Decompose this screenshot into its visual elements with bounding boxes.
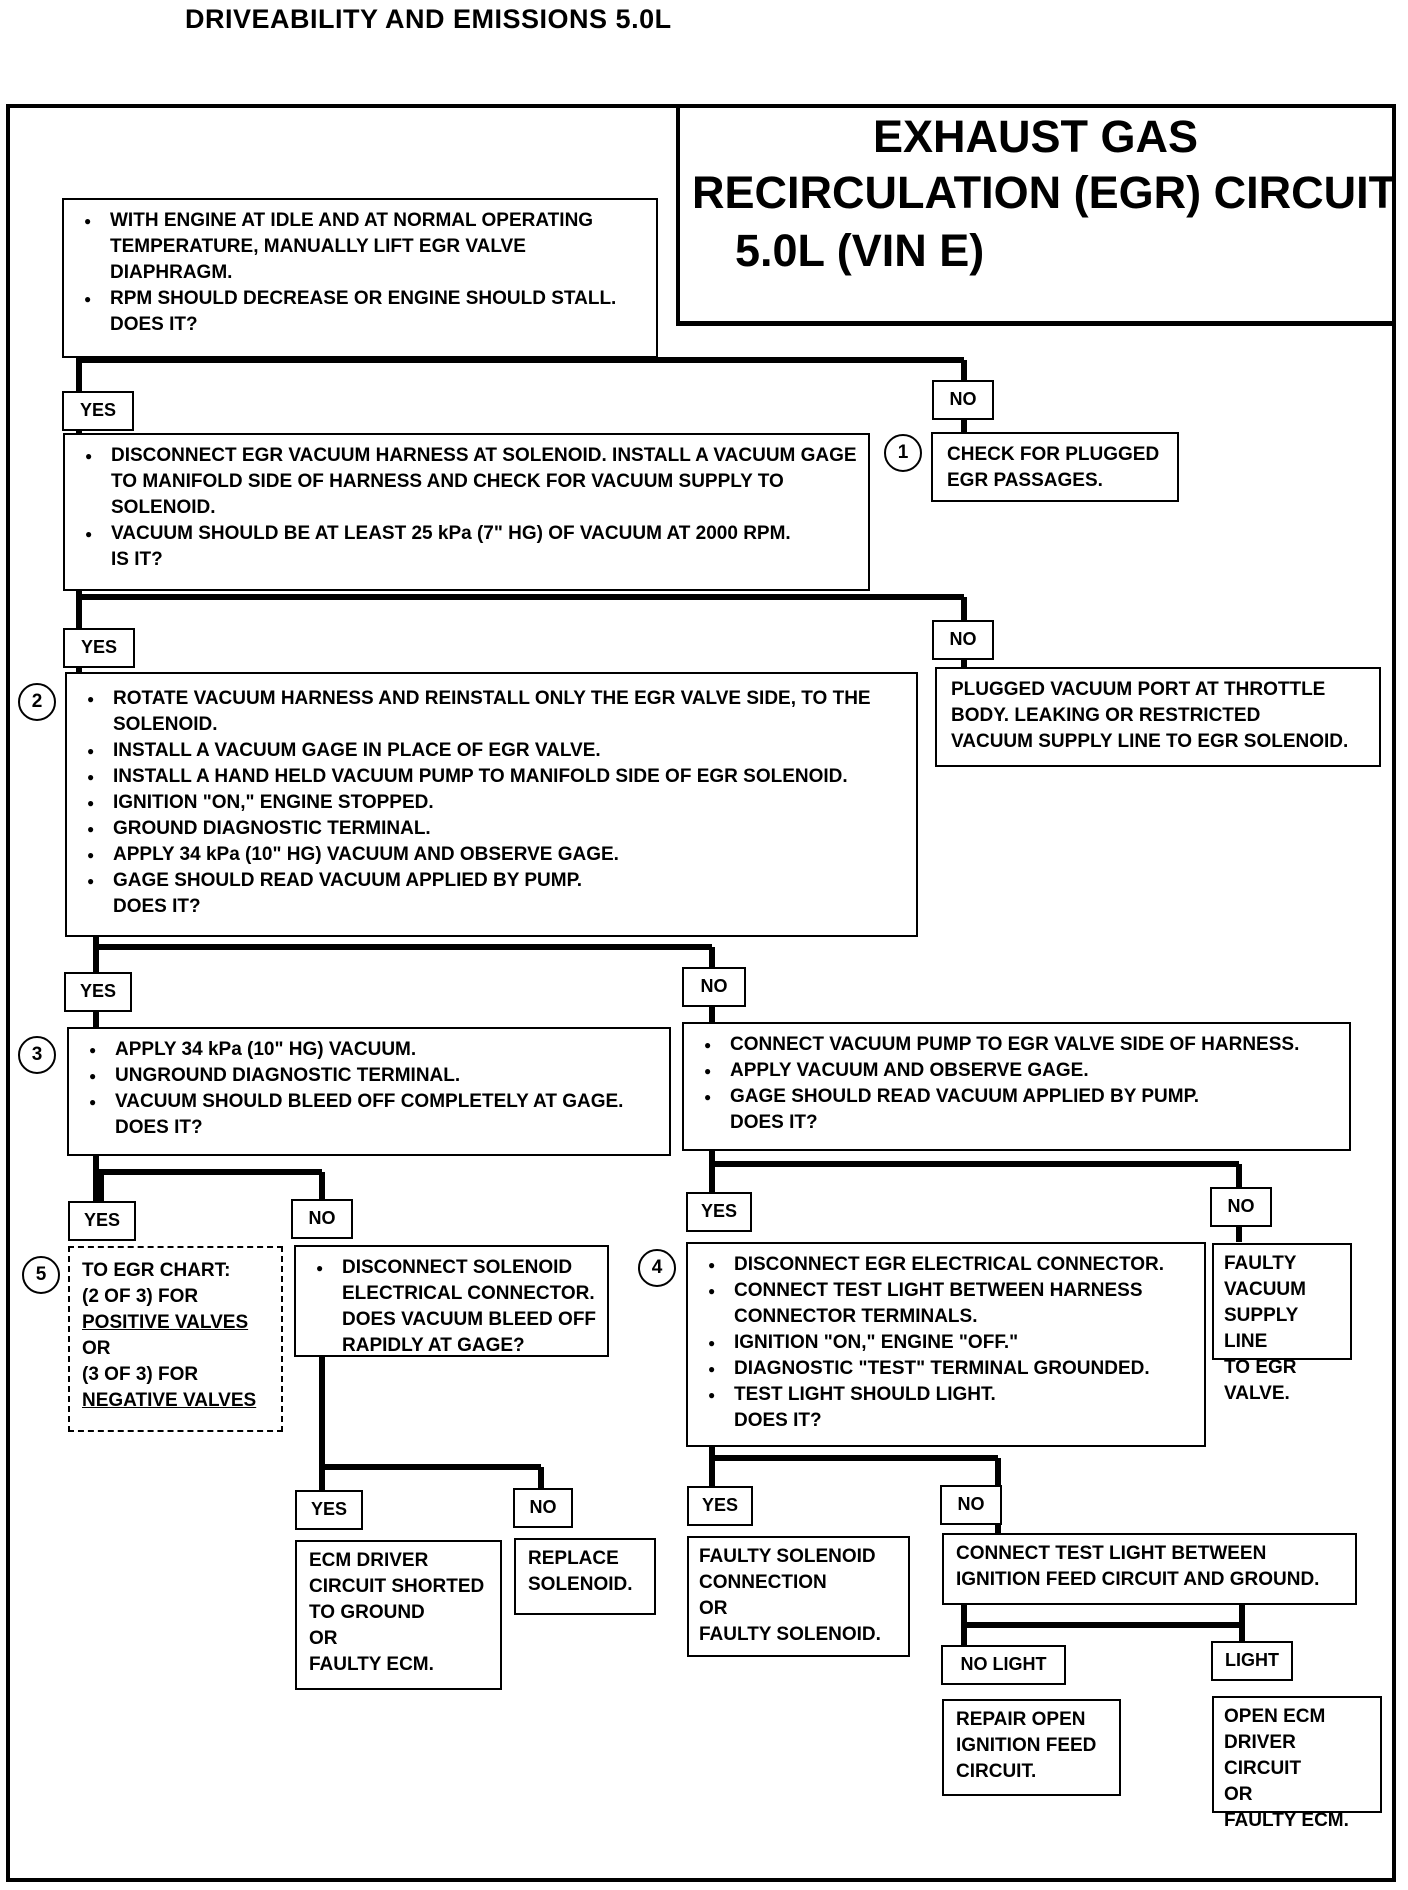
vacuum-supply-bullet-1: ● DISCONNECT EGR VACUUM HARNESS AT SOLENOID. INSTALL A VACUUM GAGE TO MANIFOLD SIDE OF HARNESS AND CHECK FOR VACUUM SUPPLY TO SOLENOID. — [79, 443, 858, 521]
step-2-bullet-3: ● INSTALL A HAND HELD VACUUM PUMP TO MANIFOLD SIDE OF EGR SOLENOID. — [81, 764, 906, 790]
disconnect-solenoid-bullet-1: ● DISCONNECT SOLENOID ELECTRICAL CONNECTOR. DOES VACUUM BLEED OFF RAPIDLY AT GAGE? — [310, 1255, 597, 1359]
pump-valve-side-question: DOES IT? — [730, 1112, 818, 1133]
egr-chart-line-1: TO EGR CHART: — [82, 1260, 231, 1281]
faulty-solenoid-text: FAULTY SOLENOID CONNECTION OR FAULTY SOLENOID. — [699, 1546, 881, 1645]
step-3-yes-label: YES — [68, 1201, 136, 1241]
repair-open-ignition-feed-text: REPAIR OPEN IGNITION FEED CIRCUIT. — [956, 1709, 1097, 1782]
pump-valve-side-yes-label: YES — [686, 1192, 752, 1232]
step-4-bullet-3: ● IGNITION "ON," ENGINE "OFF." — [702, 1330, 1194, 1356]
step-2-bullet-4: ● IGNITION "ON," ENGINE STOPPED. — [81, 790, 906, 816]
faulty-vacuum-supply-line-text: FAULTY VACUUM SUPPLY LINE TO EGR VALVE. — [1224, 1253, 1306, 1404]
repair-open-ignition-feed-box — [942, 1699, 1121, 1796]
egr-chart-positive-valves: POSITIVE VALVES — [82, 1312, 249, 1333]
ignition-feed-test-text: CONNECT TEST LIGHT BETWEEN IGNITION FEED CIRCUIT AND GROUND. — [956, 1543, 1320, 1590]
step-3-bullet-2: ● UNGROUND DIAGNOSTIC TERMINAL. — [83, 1063, 659, 1089]
start-question: DOES IT? — [110, 314, 198, 335]
step-3-box — [67, 1027, 671, 1156]
step-4-bullet-5: ● TEST LIGHT SHOULD LIGHT. — [702, 1382, 1194, 1408]
start-yes-label: YES — [62, 391, 134, 431]
replace-solenoid-text: REPLACE SOLENOID. — [528, 1548, 633, 1595]
egr-chart-line-5: (3 OF 3) FOR — [82, 1364, 199, 1385]
step-2-box — [65, 672, 918, 937]
step-4-bullet-2: ● CONNECT TEST LIGHT BETWEEN HARNESS CONNECTOR TERMINALS. — [702, 1278, 1194, 1330]
open-ecm-driver-circuit-text: OPEN ECM DRIVER CIRCUIT OR FAULTY ECM. — [1224, 1706, 1349, 1831]
step-2-bullet-6: ● APPLY 34 kPa (10" HG) VACUUM AND OBSERVE GAGE. — [81, 842, 906, 868]
step-4-box — [686, 1242, 1206, 1447]
faulty-vacuum-supply-line-box — [1212, 1243, 1352, 1404]
step-4-bullet-1: ● DISCONNECT EGR ELECTRICAL CONNECTOR. — [702, 1252, 1194, 1278]
egr-chart-negative-valves: NEGATIVE VALVES — [82, 1390, 257, 1411]
pump-valve-side-bullet-3: ● GAGE SHOULD READ VACUUM APPLIED BY PUMP. — [698, 1084, 1339, 1110]
egr-chart-line-2: (2 OF 3) FOR — [82, 1286, 199, 1307]
step-3-question: DOES IT? — [115, 1117, 203, 1138]
title-line-2: RECIRCULATION (EGR) CIRCUIT — [692, 167, 1397, 218]
plugged-egr-passages-box — [931, 432, 1179, 502]
step-number-1: 1 — [884, 434, 922, 472]
ecm-driver-shorted-text: ECM DRIVER CIRCUIT SHORTED TO GROUND OR FAULTY ECM. — [309, 1550, 485, 1675]
plugged-vacuum-port-text: PLUGGED VACUUM PORT AT THROTTLE BODY. LEAKING OR RESTRICTED VACUUM SUPPLY LINE TO EGR SOLENOID. — [951, 679, 1349, 752]
pump-valve-side-bullet-1: ● CONNECT VACUUM PUMP TO EGR VALVE SIDE OF HARNESS. — [698, 1032, 1339, 1058]
step-2-question: DOES IT? — [113, 896, 201, 917]
pump-valve-side-bullet-2: ● APPLY VACUUM AND OBSERVE GAGE. — [698, 1058, 1339, 1084]
plugged-vacuum-port-box — [935, 667, 1381, 767]
no-light-label: NO LIGHT — [941, 1645, 1066, 1685]
title-line-3: 5.0L (VIN E) — [735, 225, 985, 276]
step-2-bullet-7: ● GAGE SHOULD READ VACUUM APPLIED BY PUMP. — [81, 868, 906, 894]
step-number-5: 5 — [22, 1256, 60, 1294]
step-number-2: 2 — [18, 683, 56, 721]
step-number-3: 3 — [18, 1036, 56, 1074]
start-no-label: NO — [932, 380, 994, 420]
replace-solenoid-box — [514, 1538, 656, 1615]
step-4-no-label: NO — [940, 1485, 1002, 1525]
vacuum-supply-no-label: NO — [932, 620, 994, 660]
plugged-egr-passages-text: CHECK FOR PLUGGED EGR PASSAGES. — [947, 444, 1160, 491]
step-3-no-label: NO — [291, 1199, 353, 1239]
ecm-driver-shorted-box — [295, 1540, 502, 1690]
faulty-solenoid-box — [687, 1536, 910, 1657]
start-bullet-2: ● RPM SHOULD DECREASE OR ENGINE SHOULD STALL. — [78, 286, 646, 312]
disconnect-solenoid-box — [294, 1245, 609, 1357]
disconnect-solenoid-no-label: NO — [513, 1488, 573, 1528]
ignition-feed-test-box — [942, 1533, 1357, 1605]
step-3-bullet-3: ● VACUUM SHOULD BLEED OFF COMPLETELY AT GAGE. — [83, 1089, 659, 1115]
vacuum-supply-yes-label: YES — [63, 628, 135, 668]
step-2-bullet-2: ● INSTALL A VACUUM GAGE IN PLACE OF EGR VALVE. — [81, 738, 906, 764]
vacuum-supply-question: IS IT? — [111, 549, 163, 570]
pump-valve-side-box — [682, 1022, 1351, 1151]
light-label: LIGHT — [1211, 1641, 1293, 1681]
open-ecm-driver-circuit-box — [1212, 1696, 1382, 1831]
start-bullet-1: ● WITH ENGINE AT IDLE AND AT NORMAL OPERATING TEMPERATURE, MANUALLY LIFT EGR VALVE DIAPHRAGM. — [78, 208, 646, 286]
title-line-1: EXHAUST GAS — [873, 111, 1199, 162]
step-4-question: DOES IT? — [734, 1410, 822, 1431]
step-number-4: 4 — [638, 1249, 676, 1287]
vacuum-supply-box — [63, 433, 870, 591]
step-2-no-label: NO — [682, 967, 746, 1007]
step-2-bullet-1: ● ROTATE VACUUM HARNESS AND REINSTALL ONLY THE EGR VALVE SIDE, TO THE SOLENOID. — [81, 686, 906, 738]
egr-chart-line-4: OR — [82, 1338, 111, 1359]
step-2-yes-label: YES — [64, 972, 132, 1012]
step-4-bullet-4: ● DIAGNOSTIC "TEST" TERMINAL GROUNDED. — [702, 1356, 1194, 1382]
pump-valve-side-no-label: NO — [1210, 1187, 1272, 1227]
step-2-bullet-5: ● GROUND DIAGNOSTIC TERMINAL. — [81, 816, 906, 842]
start-test-box — [62, 198, 658, 358]
step-4-yes-label: YES — [687, 1486, 753, 1526]
step-3-bullet-1: ● APPLY 34 kPa (10" HG) VACUUM. — [83, 1037, 659, 1063]
disconnect-solenoid-yes-label: YES — [295, 1490, 363, 1530]
egr-chart-reference-box — [68, 1246, 283, 1432]
vacuum-supply-bullet-2: ● VACUUM SHOULD BE AT LEAST 25 kPa (7" HG) OF VACUUM AT 2000 RPM. — [79, 521, 858, 547]
page-header: DRIVEABILITY AND EMISSIONS 5.0L — [185, 4, 672, 34]
